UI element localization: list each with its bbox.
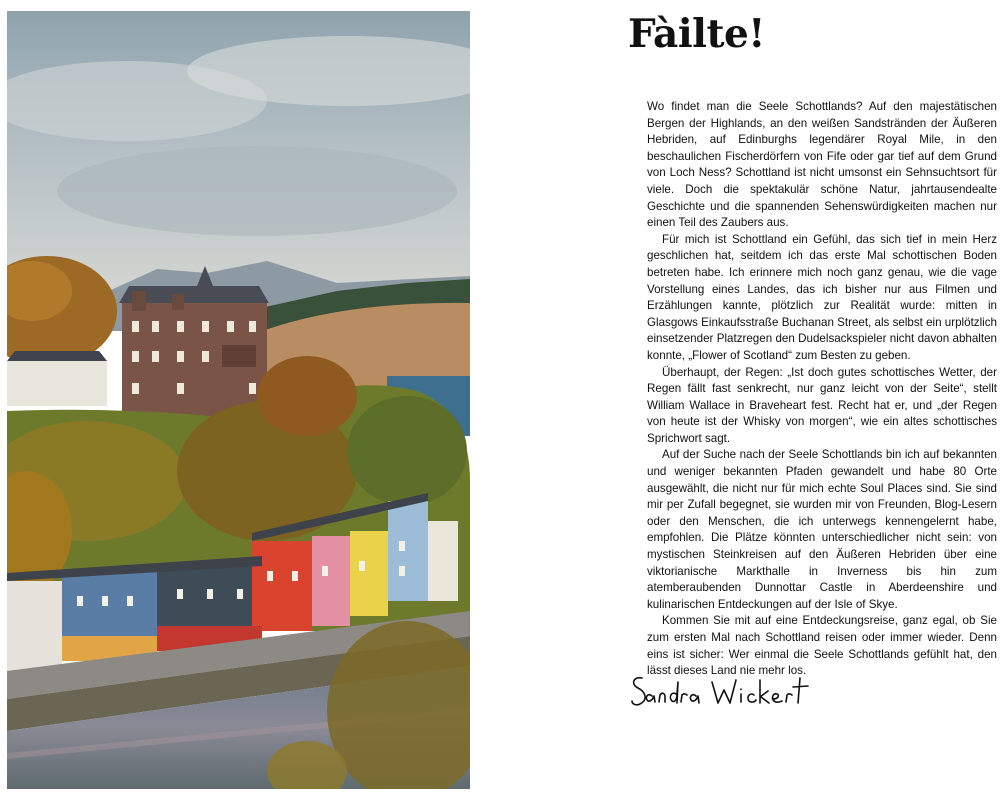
tobermory-photo [7, 11, 470, 789]
paragraph: Wo findet man die Seele Schottlands? Auf den majestätischen Bergen der Highlands, an den weißen Sandstränden der Äußeren Hebriden, auf Edinburghs legendärer Royal Mile, in den beschaulichen Fischerdörfern von Fife oder gar tief auf dem Grund von Loch Ness? Schottland ist nicht umsonst ein Sehnsuchtsort für viele. Doch die spektakulär schöne Natur, jahrtausendealte Geschichte und die spannenden Sehenswürdigkeiten machen nur einen Teil des Zaubers aus. [647, 100, 997, 230]
author-signature [628, 664, 818, 720]
page-title: Fàilte! [628, 11, 765, 57]
paragraph: Überhaupt, der Regen: „Ist doch gutes schottisches Wetter, der Regen fällt fast senkrecht, nur ganz leicht von der Seite“, stellt William Wallace in Braveheart fest. Recht hat er, und „der Regen von heute ist der Whisky von morgen“, wie ein altes schottisches Sprichwort sagt. [647, 365, 997, 445]
paragraph: Für mich ist Schottland ein Gefühl, das sich tief in mein Herz geschlichen hat, seitdem ich das erste Mal schottischen Boden betreten habe. Ich erinnere mich noch ganz genau, wie die vage Vorstellung eines Landes, das ich bisher nur aus Filmen und Erzählungen kannte, plötzlich zur Realität wurde: mitten in Glasgows Einkaufsstraße Buchanan Street, als selbst ein urplötzlich einsetzender Platzregen den Dudelsackspieler nicht davon abhalten konnte, „Flower of Scotland“ zum Besten zu geben. [647, 232, 997, 362]
body-text [647, 99, 997, 680]
paragraph: Auf der Suche nach der Seele Schottlands bin ich auf bekannten und weniger bekannten Pfaden gewandelt und habe 80 Orte ausgewählt, die nicht nur für mich echte Soul Places sind. Sie sind mir per Zufall begegnet, sie wurden mir von Freunden, Blog-Lesern oder den Menschen, die ich unterwegs kennengelernt habe, empfohlen. Die Plätze könnten unterschiedlicher nicht sein: von mystischen Steinkreisen auf den Äußeren Hebriden über eine viktorianische Markthalle in Inverness bis hin zum atemberaubenden Dunnottar Castle in Aberdeenshire und kulinarischen Entdeckungen auf der Isle of Skye. [647, 448, 997, 611]
paragraph: Kommen Sie mit auf eine Entdeckungsreise, ganz egal, ob Sie zum ersten Mal nach Schottland reisen oder immer wieder. Denn eins ist sicher: Wer einmal die Seele Schottlands gefühlt hat, den lässt dieses Land nie mehr los. [647, 614, 997, 678]
